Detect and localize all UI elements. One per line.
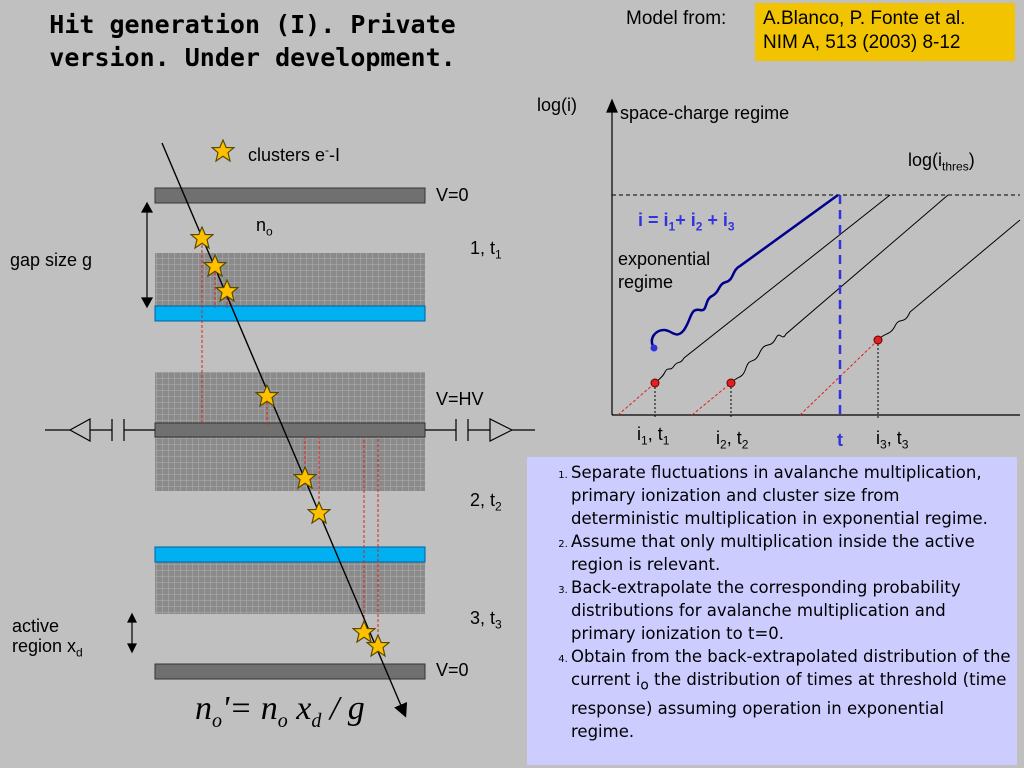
glass-plate-4	[155, 560, 425, 614]
start-point-1	[651, 379, 659, 387]
active-region-arrow	[128, 614, 136, 652]
start-point-2	[727, 379, 735, 387]
electrode-top	[155, 188, 425, 203]
title-line-1: Hit generation (I). Private	[49, 10, 456, 39]
space-charge-label: space-charge regime	[620, 103, 790, 123]
electrode-bottom-label: V=0	[436, 660, 469, 680]
gap-3-label: 3, $t_3$	[470, 608, 502, 632]
x-label-t: t	[837, 430, 843, 450]
gap-size-label: gap size g	[10, 250, 93, 270]
x-label-2: $i_2$, $t_2$	[716, 428, 749, 452]
formula: $n_o'= n_o$ $x_d$ / g	[195, 690, 365, 732]
electrode-hv-label: V=HV	[436, 389, 484, 409]
x-label-1: $i_1$, $t_1$	[637, 424, 670, 448]
time-markers	[655, 340, 878, 418]
exponential-regime-label: exponential regime	[618, 249, 711, 292]
readout-right-icon	[425, 419, 535, 441]
anode-1	[155, 306, 425, 321]
gap-size-arrow	[142, 203, 152, 307]
cluster-star-icon	[191, 227, 213, 248]
cluster-star-icon	[308, 502, 330, 523]
graph-y-label: log(i)	[537, 95, 578, 115]
note-item: 2. Assume that only multiplication inside the active region is relevant.	[571, 530, 1011, 576]
cluster-star-icon	[353, 621, 375, 642]
sum-formula-label: $i = i_1+ i_2 + i_3$	[638, 210, 735, 234]
model-from-label: Model from:	[626, 8, 727, 29]
reference-line-1: A.Blanco, P. Fonte et al.	[763, 8, 966, 29]
gap-2-label: 2, $t_2$	[470, 490, 502, 514]
threshold-label: $\log(i_{thres})$	[908, 150, 975, 174]
clusters-legend: clusters e--I	[248, 143, 341, 165]
electrode-hv	[155, 423, 425, 437]
notes-list	[527, 461, 1011, 743]
glass-plate-2	[155, 372, 425, 429]
notes-box	[527, 457, 1017, 765]
x-label-3: $i_3$, $t_3$	[876, 428, 909, 452]
note-item: 4. Obtain from the back-extrapolated distribution of the current $i_o$ the distribution of times at threshold (time response) assuming operation in exponential regime.	[571, 645, 1011, 743]
active-region-label: active region $x_d$	[12, 616, 83, 660]
readout-left-icon	[45, 419, 155, 441]
note-item: 3. Back-extrapolate the corresponding probability distributions for avalanche multiplication and primary ionization to t=0.	[571, 576, 1011, 645]
start-point-3	[874, 336, 882, 344]
note-item: 1. Separate fluctuations in avalanche multiplication, primary ionization and cluster size from deterministic multiplication in exponential regime.	[571, 461, 1011, 530]
glass-plate-1	[155, 253, 425, 309]
sum-start-point	[651, 345, 658, 352]
gap-1-label: 1, $t_1$	[470, 238, 502, 262]
title-line-2: version. Under development.	[49, 43, 456, 72]
legend-star-icon	[212, 140, 234, 161]
n-o-label: $n_o$	[256, 215, 273, 239]
anode-2	[155, 547, 425, 562]
electrode-top-label: V=0	[436, 185, 469, 205]
reference-line-2: NIM A, 513 (2003) 8-12	[763, 32, 961, 53]
